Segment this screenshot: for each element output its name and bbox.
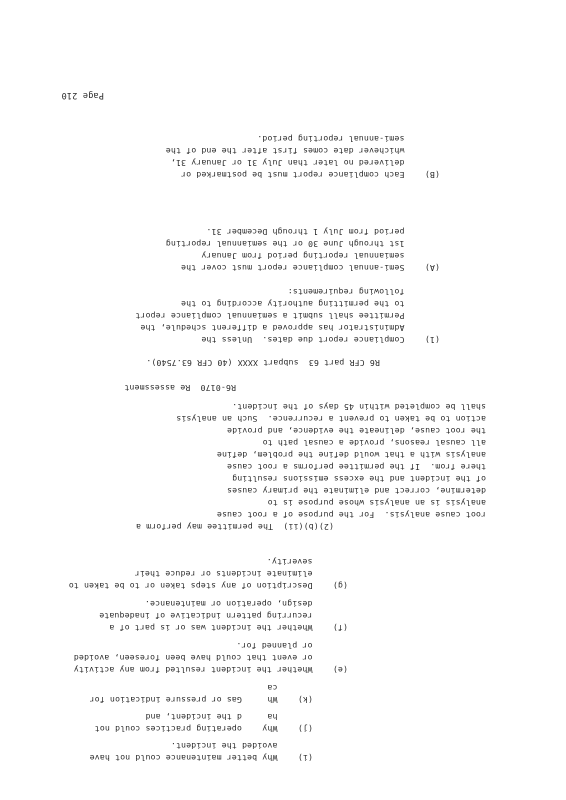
page-number: Page 210 [61,90,104,100]
text-line: root cause analysis. For the purpose of a root cause [216,510,486,520]
text-line: (i) Why better maintenance could not have [89,753,313,763]
text-line: or planned for. [236,641,348,651]
text-line: Administrator has approved a different schedule, the [140,323,440,333]
text-line: (e) Whether the incident resulted from any activity [73,665,348,675]
text-line: (g) Description of any steps taken or to be taken to [68,581,348,591]
section-heading: R6-0170 Re assessment [124,383,236,393]
text-line: the root cause, delineate the evidence, and provide [226,426,486,436]
text-line: Permittee shall submit a semiannual compliance report [135,311,440,321]
text-line: ha d the incident, and [145,712,313,722]
text-line: delivered no later than July 31 or January 31, [170,158,440,168]
text-line: to the permitting authority according to the [180,299,440,309]
text-line: (B) Each compliance report must be postmarked or [180,170,440,180]
text-line: there from. If the permittee performs a root cause [226,462,486,472]
text-line: avoided the incident. [170,741,313,751]
text-line: eliminate incidents or reduce their [134,569,348,579]
text-line: (k) Wh Gas or pressure indication for [89,695,313,705]
text-line: semi-annual reporting period. [257,134,440,144]
text-line: period from July 1 through December 31. [206,227,440,237]
text-line: (j) Why operating practices could not [94,724,313,734]
text-line: 1st through June 30 or the semiannual reporting [165,239,440,249]
text-line: (A) Semi-annual compliance report must cover the [180,263,440,273]
text-line: action to be taken to prevent a recurrence. Such an analysis [176,414,486,424]
text-line: R6 CFR part 63 subpart XXXX (40 CFR 63.7540). [146,358,390,368]
text-line: of the incident and the excess emissions resulting [232,474,486,484]
text-line: ca [267,683,313,693]
text-line: analysis with a that would define the problem, define [216,450,486,460]
text-line: analysis is an analysis whose purpose is to [267,498,486,508]
text-line: determine, correct and eliminate the primary causes [226,486,486,496]
text-line: shall be completed within 45 days of the incident. [232,402,486,412]
text-line: recurring pattern indicative of inadequate [99,611,348,621]
text-line: whichever date comes first after the end of the [165,146,440,156]
text-line: all causal reasons, provide a causal path to [262,438,486,448]
text-line: following requirements: [287,287,440,297]
text-line: severity. [266,557,348,567]
text-line: semiannual reporting period from January [201,251,440,261]
text-line: (1) Compliance report due dates. Unless the [201,335,440,345]
text-line: (f) Whether the incident was or is part of a [109,623,348,633]
text-line: design, operation or maintenance. [144,599,348,609]
text-line: (2)(b)(ii) The permittee may perform a [135,522,334,532]
text-line: or event that could have been foreseen, avoided [73,653,348,663]
